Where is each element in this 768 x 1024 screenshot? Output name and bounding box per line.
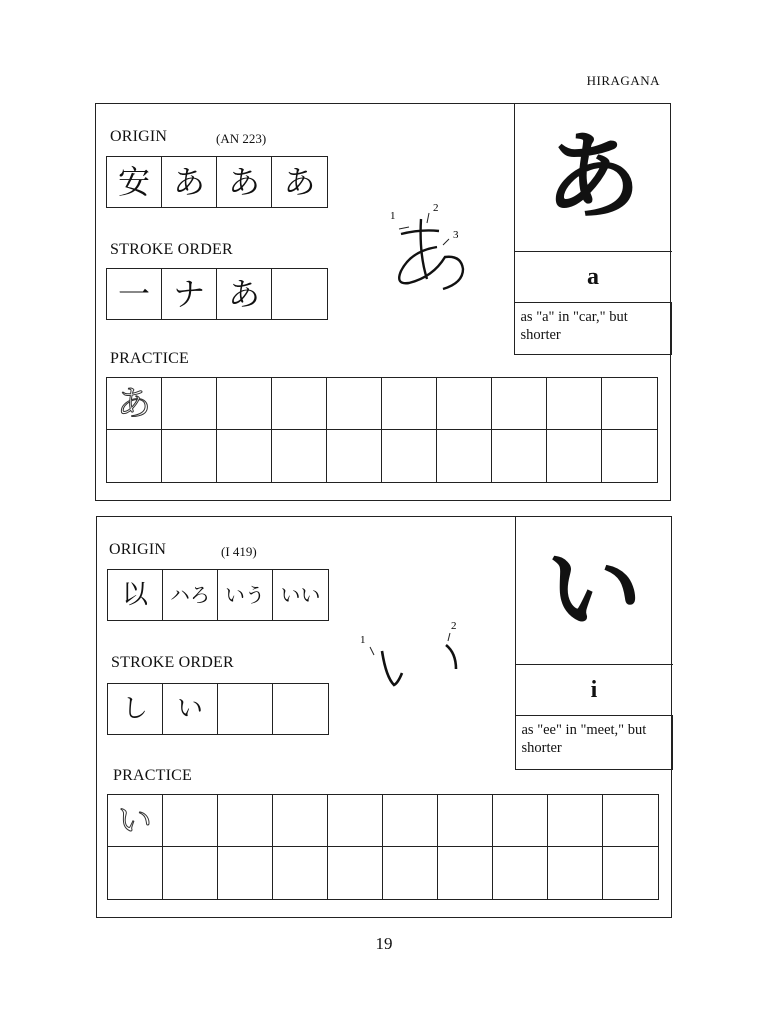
origin-glyph: いい (280, 583, 321, 607)
practice-cell (437, 378, 492, 430)
pronunciation-description (515, 716, 673, 770)
stroke-arrow (427, 213, 429, 223)
stroke-number-2: 2 (433, 202, 439, 214)
page-header-title: HIRAGANA (586, 73, 660, 88)
practice-cell (438, 847, 493, 899)
practice-cell (492, 430, 547, 482)
origin-cell (107, 157, 162, 207)
practice-cell (327, 430, 382, 482)
practice-cell (327, 378, 382, 430)
brush-stroke-1 (382, 651, 402, 685)
trace-guide-glyph: い (118, 800, 152, 841)
stroke-order-row (106, 268, 328, 320)
practice-cell (548, 795, 603, 847)
practice-cell (162, 378, 217, 430)
origin-glyph: あ (227, 163, 260, 201)
practice-cell (107, 430, 162, 482)
origin-glyph-row (107, 569, 329, 621)
practice-cell (163, 847, 218, 899)
practice-cell (383, 847, 438, 899)
origin-glyph-row (106, 156, 328, 208)
practice-cell (273, 847, 328, 899)
stroke-cell (162, 269, 217, 319)
stroke-number-3: 3 (453, 229, 459, 241)
pronunciation-description (514, 303, 672, 355)
origin-cell (217, 157, 272, 207)
practice-cell (438, 795, 493, 847)
origin-cell (108, 570, 163, 620)
romaji-box (514, 251, 672, 303)
origin-glyph: あ (172, 163, 205, 201)
practice-cell (108, 795, 163, 847)
stroke-glyph: ナ (172, 275, 205, 313)
practice-cell (273, 795, 328, 847)
practice-cell (163, 795, 218, 847)
page-number: 19 (375, 934, 393, 953)
stroke-glyph: し (121, 694, 148, 724)
stroke-number-1: 1 (390, 210, 396, 222)
big-character-box (515, 516, 673, 665)
stroke-order-row (107, 683, 329, 735)
stroke-order-diagram (381, 199, 471, 299)
practice-cell (328, 847, 383, 899)
practice-cell (382, 378, 437, 430)
romaji-box (515, 664, 673, 716)
stroke-cell (107, 269, 162, 319)
practice-cell (547, 430, 602, 482)
practice-cell (218, 847, 273, 899)
origin-glyph: 安 (117, 163, 150, 201)
practice-cell (548, 847, 603, 899)
practice-cell (382, 430, 437, 482)
practice-cell (602, 430, 657, 482)
romaji: i (590, 676, 598, 703)
pronunciation-text: as "a" in "car," but shorter (520, 309, 628, 343)
stroke-order-label: STROKE ORDER (110, 241, 233, 258)
stroke-cell (273, 684, 328, 734)
practice-cell (602, 378, 657, 430)
practice-cell (492, 378, 547, 430)
origin-reference: (AN 223) (216, 131, 267, 146)
practice-cell (437, 430, 492, 482)
origin-cell (162, 157, 217, 207)
origin-glyph: あ (283, 163, 316, 201)
stroke-number-1: 1 (360, 634, 366, 646)
practice-grid (107, 794, 659, 900)
practice-cell (218, 795, 273, 847)
hiragana-a-card (95, 103, 671, 501)
stroke-order-diagram (352, 617, 472, 697)
pronunciation-text: as "ee" in "meet," but shorter (521, 722, 647, 756)
practice-cell (493, 847, 548, 899)
brush-stroke-3 (399, 247, 463, 289)
practice-cell (383, 795, 438, 847)
stroke-cell (217, 269, 272, 319)
stroke-arrow (399, 227, 409, 229)
practice-cell (272, 430, 327, 482)
big-character-box (514, 103, 672, 252)
origin-reference: (I 419) (221, 544, 257, 559)
origin-label: ORIGIN (110, 128, 168, 145)
stroke-arrow (448, 633, 450, 641)
practice-label: PRACTICE (113, 767, 192, 784)
stroke-arrow (370, 647, 374, 655)
practice-label: PRACTICE (110, 350, 189, 367)
practice-grid (106, 377, 658, 483)
practice-cell (493, 795, 548, 847)
stroke-cell (272, 269, 327, 319)
practice-cell (108, 847, 163, 899)
brush-stroke-2 (446, 645, 456, 669)
origin-cell (273, 570, 328, 620)
stroke-arrow (443, 239, 449, 245)
origin-glyph: ハろ (170, 583, 210, 607)
stroke-order-label: STROKE ORDER (111, 654, 234, 671)
hiragana-i-card (96, 516, 672, 918)
trace-guide-glyph: あ (117, 383, 151, 424)
big-character: い (546, 534, 642, 646)
practice-cell (603, 847, 658, 899)
stroke-cell (108, 684, 163, 734)
stroke-glyph: い (176, 694, 203, 724)
practice-cell (603, 795, 658, 847)
origin-cell (163, 570, 218, 620)
origin-glyph: 以 (121, 580, 148, 610)
stroke-glyph: 一 (117, 275, 150, 313)
stroke-cell (218, 684, 273, 734)
stroke-number-2: 2 (451, 620, 457, 632)
origin-cell (272, 157, 327, 207)
practice-cell (162, 430, 217, 482)
practice-cell (328, 795, 383, 847)
origin-label: ORIGIN (109, 541, 167, 558)
practice-cell (217, 378, 272, 430)
practice-cell (107, 378, 162, 430)
practice-cell (272, 378, 327, 430)
stroke-cell (163, 684, 218, 734)
origin-glyph: いう (225, 583, 265, 607)
romaji: a (587, 263, 599, 290)
practice-cell (547, 378, 602, 430)
practice-cell (217, 430, 272, 482)
big-character: あ (545, 121, 641, 233)
origin-cell (218, 570, 273, 620)
stroke-glyph: あ (227, 275, 260, 313)
